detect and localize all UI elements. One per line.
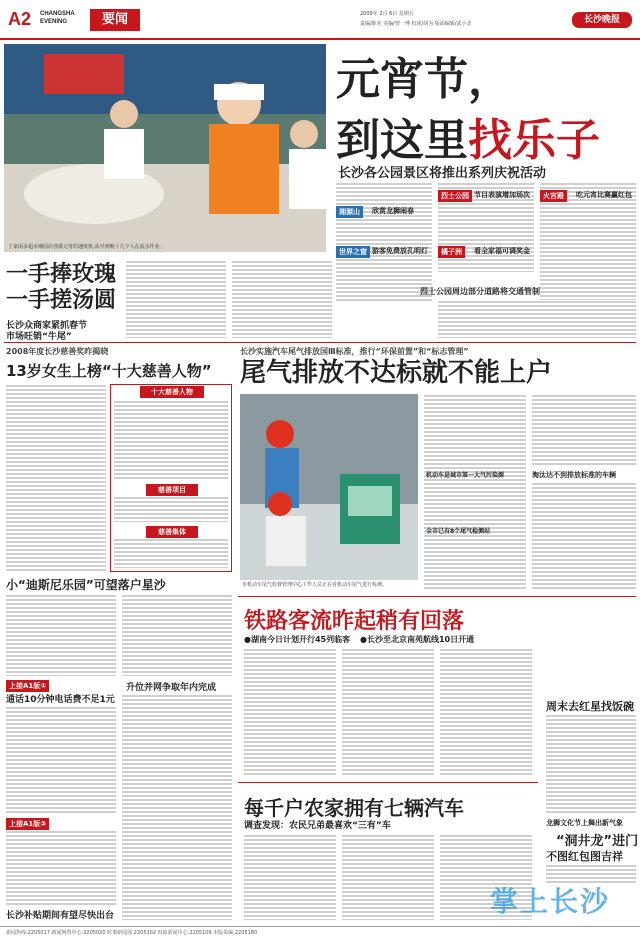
footer-contact: 新闻热线:2205017 新闻网络中心:2205020 时事新闻部:2205102 时政新闻中心:2205109 本版采编:2205180 [0,926,640,938]
right-headline: 周末去红星找饭碗 [546,700,634,713]
emission-side-head: 全市已有8个尾气检测站 [426,528,491,535]
date-line: 2009年 2月 6日 星期五 [360,11,414,17]
disney-headline: 小“迪斯尼乐园”可望落户星沙 [6,578,166,592]
lead-photo [4,44,326,252]
article-body [6,594,116,676]
farmers-article-body [244,834,336,920]
emission-kicker: 长沙实施汽车尾气排放国Ⅲ标准，推行“环保前置”和“标志管理” [240,347,469,356]
right-headline: “洞井龙”进门 [556,834,639,849]
right-headline: 不图红包图吉祥 [546,850,623,863]
article-body [126,260,226,338]
charity-headline: 13岁女生上榜“十大慈善人物” [6,362,212,380]
tag-text: 吃元宵比赛赢红包 [576,191,632,199]
emission-article-body [424,394,526,590]
article-body [546,714,636,814]
charity-project-title: 慈善项目 [146,484,198,496]
article-body [122,594,232,676]
left-headline: 升位并网争取年内完成 [126,683,217,693]
sub-headline-1: 一手捧玫瑰 [6,262,117,287]
article-body [232,260,332,338]
watermark: 掌上长沙 [490,885,611,918]
tag-location: 橘子洲 [438,246,465,258]
rail-headline: 铁路客流昨起稍有回落 [244,609,465,634]
emission-photo-image [240,394,418,580]
emission-side-head: 淘汰达不到排放标准的车辆 [532,471,616,479]
continued-tag: 上接A1版① [6,680,49,692]
tag-location: 湘源山 [336,206,363,218]
tag-text: 看全家福可调奖金 [474,247,530,255]
article-body [122,694,232,920]
rail-article-body [244,648,336,776]
paper-name-english: CHANGSHA EVENING [40,11,75,25]
section-title: 要闻 [90,9,140,31]
charity-list-title: 十大慈善人物 [140,386,204,398]
continued-tag: 上接A1版② [6,818,49,830]
lead-photo-caption: 丁家闲多超市湘园店各做元宵的速度机,从早到晚十几个人在流水作业。 [8,244,165,250]
tag-text: 节目表演增加场次 [474,191,530,199]
rail-sub-2: ●长沙至北京南苑航线10日开通 [360,635,475,644]
emission-photo [240,394,418,580]
emission-photo-caption: 市机动车尾气监督管理中心工作人员正在对机动车尾气进行检测。 [242,582,388,588]
farmers-article-body [342,834,434,920]
lead-subtitle: 长沙各公园景区将推出系列庆祝活动 [338,166,547,181]
divider [238,596,636,597]
farmers-headline: 每千户农家拥有七辆汽车 [244,796,464,820]
lead-photo-image [4,44,326,252]
lead-headline-part-b: 找乐子 [468,115,600,166]
article-body [6,706,116,814]
charity-kicker: 2008年度长沙慈善奖昨揭晓 [6,347,109,356]
divider [238,782,538,783]
emission-side-head: 机动车是城市第一大气污染源 [426,472,505,479]
charity-list [114,496,228,522]
page-number: A2 [8,9,32,29]
emission-article-body [532,394,636,466]
lead-headline-line1: 元宵节， [336,54,512,105]
emission-article-body [532,482,636,590]
lead-headline-line2 [336,104,600,168]
charity-list [114,538,228,568]
tag-location: 火宫殿 [540,190,567,202]
sub-headline-3: 长沙众商家紧抓春节 [6,321,88,331]
farmers-subtitle: 调查发现：农民兄弟最喜欢“三有”车 [244,821,391,831]
charity-article-body [6,384,106,572]
lead-headline-part-a: 到这里 [336,115,468,166]
charity-group-title: 慈善集体 [146,526,198,538]
article-body [6,830,116,906]
traffic-note: 烈士公园周边部分道路将交通管制 [420,287,540,296]
editor-line: 责编/陈名 美编/曾一博 校读/胡为 版面编辑/武小北 [360,21,472,27]
emission-headline: 尾气排放不达标就不能上户 [240,358,553,388]
tag-location: 烈士公园 [438,190,472,202]
rail-article-body [342,648,434,776]
charity-list [114,400,228,480]
tag-location: 世界之窗 [336,246,370,258]
sub-headline-4: 市场旺销“牛尾” [6,332,72,342]
rail-sub-1: ●湖南今日计划开行45列临客 [244,635,351,644]
right-kicker: 龙狮文化节上舞出新气象 [546,819,623,827]
left-headline: 长沙补贴期间有望尽快出台 [6,911,115,921]
lead-article-body [336,182,432,302]
newspaper-logo: 长沙晚报 [572,12,632,28]
lead-article-body [438,300,636,338]
divider [4,342,636,343]
tag-text: 游客免费放孔明灯 [372,247,428,255]
tag-text: 欣赏龙狮闹春 [372,207,414,215]
left-headline: 通话10分钟电话费不足1元 [6,695,115,705]
rail-article-body [440,648,532,776]
sub-headline-2: 一手搓汤圆 [6,288,117,313]
